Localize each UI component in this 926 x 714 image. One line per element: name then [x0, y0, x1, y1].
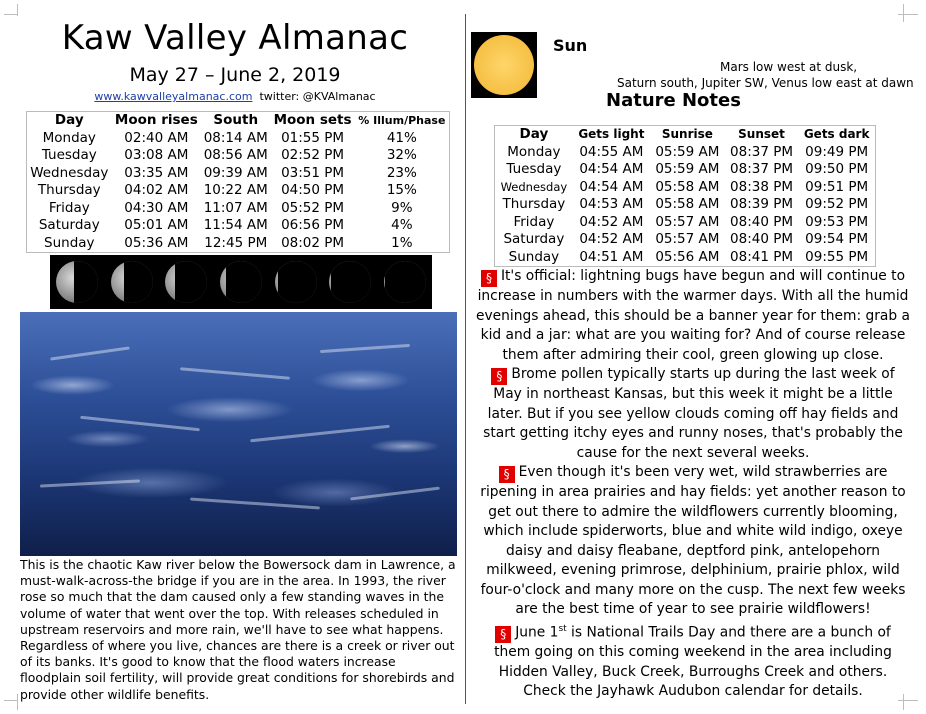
time-cell: 04:50 PM: [281, 182, 345, 198]
time-cell: 04:54 AM: [579, 178, 644, 195]
table-header-row: [495, 126, 876, 144]
photo-caption: This is the chaotic Kaw river below the Bowersock dam in Lawrence, a must-walk-across-the bridge if you are in the area. In 1993, the river rose so much that the dam caused only a few standing waves in the volume of water that went over the top. With releases scheduled in upstream reservoirs and more rain, we'll have to see what happens. Regardless of where you live, chances are there is a creek or river out of its banks. It's good to know that the flood waters increase floodplain soil fertility, will provide great conditions for shorebirds and provide other wildlife benefits.: [20, 557, 456, 702]
note-date-suffix: st: [558, 623, 567, 634]
table-row: [27, 130, 450, 148]
page-title: Kaw Valley Almanac: [61, 18, 409, 58]
wave-highlight: [40, 479, 140, 487]
nature-notes: [476, 267, 910, 702]
time-cell: 03:08 AM: [124, 147, 189, 163]
moon-table: [26, 111, 450, 253]
time-cell: 02:52 PM: [281, 147, 345, 163]
moon-shadow: [278, 261, 316, 303]
time-cell: 04:52 AM: [579, 231, 644, 247]
time-cell: 04:51 AM: [579, 248, 644, 265]
section-marker-icon: §: [499, 466, 515, 483]
time-cell: 08:41 PM: [730, 248, 794, 265]
time-cell: 09:55 PM: [805, 248, 869, 265]
note-paragraph: [476, 267, 910, 365]
moon-phase-icon: [111, 261, 153, 303]
time-cell: 05:36 AM: [124, 234, 189, 251]
day-cell: Tuesday: [506, 161, 562, 177]
planets-line-2: Saturn south, Jupiter SW, Venus low east at dawn: [617, 76, 914, 90]
time-cell: 04:55 AM: [579, 143, 644, 160]
time-cell: 23%: [386, 164, 417, 181]
time-cell: 09:39 AM: [203, 164, 268, 181]
moon-shadow: [175, 261, 207, 303]
time-cell: 05:58 AM: [655, 178, 720, 195]
time-cell: 09:49 PM: [805, 143, 869, 160]
table-row: [495, 196, 876, 214]
table-header-row: [27, 112, 450, 130]
sun-image: [471, 32, 537, 98]
time-cell: 05:57 AM: [655, 231, 720, 247]
table-row: [495, 249, 876, 267]
time-cell: 08:39 PM: [730, 196, 794, 212]
time-cell: 09:53 PM: [805, 213, 869, 230]
table-row: [495, 161, 876, 179]
day-cell: Sunday: [44, 234, 95, 251]
time-cell: 04:53 AM: [579, 196, 644, 212]
website-link[interactable]: www.kawvalleyalmanac.com: [94, 90, 253, 103]
crop-mark: [903, 4, 904, 22]
time-cell: 05:58 AM: [655, 196, 720, 212]
time-cell: 04:54 AM: [579, 161, 644, 177]
column-header: Day: [519, 126, 549, 142]
masthead-links: [0, 90, 470, 103]
table-row: [495, 144, 876, 162]
moon-phase-icon: [329, 261, 371, 303]
table-row: [27, 165, 450, 183]
table-row: [27, 200, 450, 218]
column-header: Gets light: [578, 127, 645, 141]
day-cell: Tuesday: [41, 147, 97, 163]
moon-shadow: [124, 261, 153, 303]
nature-notes-heading: Nature Notes: [606, 90, 741, 111]
moon-phase-icon: [275, 261, 317, 303]
moon-shadow: [74, 261, 99, 303]
column-header: South: [213, 112, 259, 128]
date-range: May 27 – June 2, 2019: [129, 64, 341, 86]
table-row: [495, 179, 876, 197]
day-cell: Monday: [507, 143, 561, 160]
section-marker-icon: §: [481, 270, 497, 287]
column-divider: [465, 14, 466, 704]
time-cell: 01:55 PM: [281, 129, 345, 146]
time-cell: 12:45 PM: [204, 234, 268, 251]
moon-phase-icon: [220, 261, 262, 303]
sun-table: [494, 125, 876, 267]
crop-mark: [4, 14, 18, 15]
wave-highlight: [190, 497, 320, 509]
time-cell: 05:52 PM: [281, 199, 345, 216]
moon-shadow: [331, 261, 371, 303]
table-row: [27, 235, 450, 253]
day-cell: Wednesday: [30, 164, 109, 181]
note-paragraph: [476, 620, 910, 702]
time-cell: 05:56 AM: [655, 248, 720, 265]
time-cell: 41%: [386, 129, 417, 146]
twitter-handle: twitter: @KVAlmanac: [259, 90, 376, 103]
note-paragraph: [476, 365, 910, 463]
time-cell: 02:40 AM: [124, 129, 189, 146]
day-cell: Saturday: [503, 231, 565, 247]
day-cell: Monday: [42, 129, 96, 146]
time-cell: 08:40 PM: [730, 231, 794, 247]
note-text: is National Trails Day and there are a bunch of them going on this coming weekend in the area including Hidden Valley, Buck Creek, Burroughs Creek and others. Check the Jayhawk Audubon calendar for details.: [494, 624, 892, 700]
river-photo: [20, 312, 457, 556]
planets-line-1: Mars low west at dusk,: [720, 60, 858, 74]
crop-mark: [17, 4, 18, 16]
day-cell: Thursday: [37, 182, 101, 198]
time-cell: 15%: [386, 182, 417, 198]
note-text: Brome pollen typically starts up during the last week of May in northeast Kansas, but this week it might be a little later. But if you see yellow clouds coming off hay fields and start getting itchy eyes and runny noses, that's probably the cause for the next several weeks.: [483, 366, 903, 461]
sun-disk: [474, 35, 534, 95]
time-cell: 08:02 PM: [281, 234, 345, 251]
sun-label: Sun: [553, 36, 588, 55]
wave-highlight: [350, 487, 440, 501]
column-header: Moon rises: [114, 112, 198, 128]
section-marker-icon: §: [491, 368, 507, 385]
moon-phase-icon: [56, 261, 98, 303]
column-header: Day: [54, 112, 84, 128]
column-header: Sunrise: [661, 127, 713, 141]
time-cell: 08:37 PM: [730, 143, 794, 160]
column-header: Gets dark: [803, 127, 870, 141]
note-paragraph: [476, 463, 910, 620]
crop-mark: [898, 14, 918, 15]
time-cell: 03:35 AM: [124, 164, 189, 181]
wave-highlight: [250, 425, 390, 443]
moon-shadow: [226, 261, 262, 303]
time-cell: 08:37 PM: [730, 161, 794, 177]
day-cell: Friday: [48, 199, 90, 216]
time-cell: 08:38 PM: [730, 178, 794, 195]
time-cell: 4%: [391, 217, 413, 233]
column-header: % Illum/Phase: [358, 114, 446, 127]
time-cell: 10:22 AM: [203, 182, 268, 198]
wave-highlight: [320, 344, 410, 353]
time-cell: 08:14 AM: [203, 129, 268, 146]
note-date: June 1: [515, 624, 559, 641]
wave-highlight: [80, 416, 200, 432]
moon-shadow: [385, 261, 425, 303]
note-text: Even though it's been very wet, wild strawberries are ripening in area prairies and hay fields: yet another reason to get out there to admire the wildflowers currently blooming, which include spiderworts, blue and white wild indigo, oxeye daisy and daisy fleabane, deptford pink, antelopehorn milkweed, evening primrose, delphinium, prairie phlox, wild four-o'clock and many more on the cusp. The next few weeks are the best time of year to see prairie wildflowers!: [480, 464, 906, 617]
day-cell: Sunday: [508, 248, 560, 265]
time-cell: 09:51 PM: [805, 178, 869, 195]
table-row: [27, 182, 450, 200]
moon-phase-icon: [384, 261, 426, 303]
time-cell: 09:52 PM: [805, 196, 869, 212]
day-cell: Saturday: [38, 217, 100, 233]
time-cell: 05:59 AM: [655, 161, 720, 177]
column-header: Sunset: [738, 127, 785, 141]
table-row: [495, 214, 876, 232]
moon-phase-strip: [50, 255, 432, 309]
time-cell: 04:02 AM: [124, 182, 189, 198]
crop-mark: [4, 700, 18, 701]
wave-highlight: [180, 367, 290, 380]
time-cell: 11:07 AM: [203, 199, 268, 216]
time-cell: 1%: [391, 234, 413, 251]
time-cell: 32%: [386, 147, 417, 163]
note-text: It's official: lightning bugs have begun and will continue to increase in numbers with the warmer days. With all the humid evenings ahead, this should be a banner year for them: grab a kid and a jar: what are you waiting for? And of course release them after admiring their cool, green glowing up close.: [476, 268, 910, 363]
day-cell: Thursday: [502, 196, 566, 212]
time-cell: 05:59 AM: [655, 143, 720, 160]
column-header: Moon sets: [273, 112, 352, 128]
time-cell: 05:57 AM: [655, 213, 720, 230]
table-row: [27, 147, 450, 165]
time-cell: 08:56 AM: [203, 147, 268, 163]
time-cell: 9%: [391, 199, 413, 216]
time-cell: 03:51 PM: [281, 164, 345, 181]
section-marker-icon: §: [495, 626, 511, 643]
moon-phase-icon: [165, 261, 207, 303]
day-cell: Friday: [513, 213, 555, 230]
day-cell: Wednesday: [500, 179, 568, 194]
table-row: [495, 231, 876, 249]
time-cell: 11:54 AM: [203, 217, 268, 233]
time-cell: 09:54 PM: [805, 231, 869, 247]
time-cell: 04:52 AM: [579, 213, 644, 230]
time-cell: 09:50 PM: [805, 161, 869, 177]
table-row: [27, 217, 450, 235]
wave-highlight: [50, 346, 130, 360]
crop-mark: [17, 694, 18, 710]
time-cell: 06:56 PM: [281, 217, 345, 233]
time-cell: 05:01 AM: [124, 217, 189, 233]
time-cell: 04:30 AM: [124, 199, 189, 216]
time-cell: 08:40 PM: [730, 213, 794, 230]
